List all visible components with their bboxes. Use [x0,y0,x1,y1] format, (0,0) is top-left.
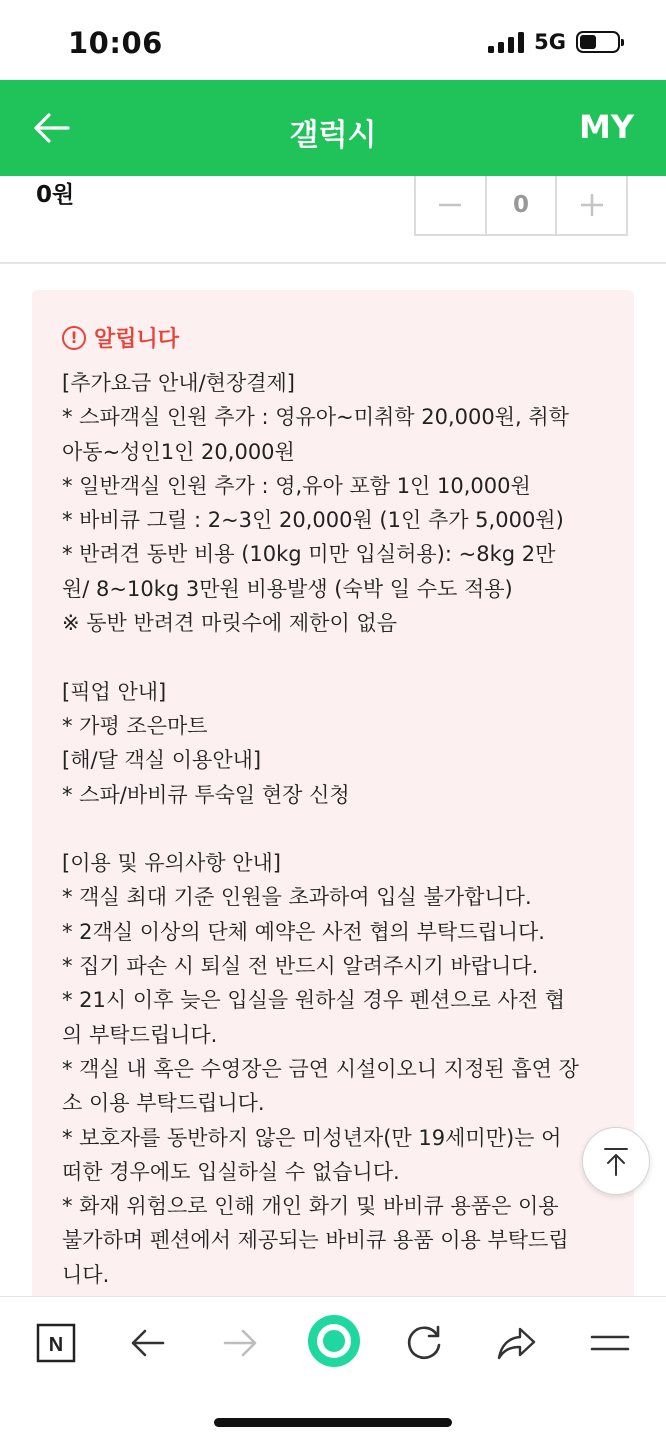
notice-line: * 가평 조은마트 [62,713,208,738]
plus-icon [578,191,606,219]
notice-line: [이용 및 유의사항 안내] [62,851,281,876]
notice-line: [해/달 객실 이용안내] [62,748,262,773]
arrow-up-icon [600,1145,632,1177]
naver-n-text: N [48,1334,64,1356]
refresh-icon [404,1323,444,1363]
notice-line: * 화재 위험으로 인해 개인 화기 및 바비큐 용품은 이용 [62,1194,559,1219]
notice-line: 불가하며 펜션에서 제공되는 바비큐 용품 이용 부탁드립 [62,1228,569,1253]
forward-nav-button[interactable] [214,1317,266,1369]
signal-icon [488,31,524,53]
minus-icon [436,191,464,219]
notice-line: * 스파객실 인원 추가 : 영유아~미취학 20,000원, 취학 [62,405,569,430]
notice-line: 니다. [62,1262,110,1287]
status-bar [0,0,666,80]
network-type: 5G [534,30,566,54]
notice-title-text: 알립니다 [94,327,180,352]
status-time: 10:06 [68,26,163,60]
scroll-to-top-button[interactable] [582,1127,650,1195]
alert-icon: ! [62,326,86,350]
naver-n-icon [36,1323,76,1363]
battery-icon [576,31,620,53]
notice-line: 원/ 8~10kg 3만원 비용발생 (숙박 일 수도 적용) [62,576,513,601]
notice-line: 떠한 경우에도 입실하실 수 없습니다. [62,1159,400,1184]
arrow-left-icon [128,1323,168,1363]
home-indicator [214,1418,452,1427]
notice-line: [추가요금 안내/현장결제] [62,371,295,395]
notice-line: * 반려견 동반 비용 (10kg 미만 입실허용): ~8kg 2만 [62,542,556,567]
status-indicators [488,30,620,54]
notice-line: * 객실 최대 기준 인원을 초과하여 입실 불가합니다. [62,885,532,910]
notice-line: * 21시 이후 늦은 입실을 원하실 경우 펜션으로 사전 협 [62,988,566,1013]
notice-line: * 객실 내 혹은 수영장은 금연 시설이오니 지정된 흡연 장 [62,1056,579,1081]
notice-line: 소 이용 부탁드립니다. [62,1091,265,1116]
notice-line: * 보호자를 동반하지 않은 미성년자(만 19세미만)는 어 [62,1125,562,1150]
price-value: 0원 [36,182,75,208]
notice-body [62,366,612,1326]
notice-line: 아동~성인1인 20,000원 [62,439,295,464]
notice-line: * 2객실 이상의 단체 예약은 사전 협의 부탁드립니다. [62,919,545,944]
notice-line: * 일반객실 인원 추가 : 영,유아 포함 1인 10,000원 [62,473,531,498]
notice-box [32,290,634,1390]
hamburger-menu-icon [590,1323,630,1363]
green-dot-button[interactable] [306,1313,362,1369]
back-nav-button[interactable] [122,1317,174,1369]
share-button[interactable] [490,1317,542,1369]
notice-line [62,640,612,674]
notice-line: * 바비큐 그릴 : 2~3인 20,000원 (1인 추가 5,000원) [62,508,564,533]
page-title: 갤럭시 [289,118,377,153]
notice-title [62,322,179,353]
price-row [0,176,666,264]
increment-button[interactable] [557,176,626,234]
naver-home-button[interactable] [30,1317,82,1369]
notice-line: * 집기 파손 시 퇴실 전 반드시 알려주시기 바랍니다. [62,954,539,979]
arrow-right-icon [220,1323,260,1363]
notice-line: [픽업 안내] [62,679,167,704]
decrement-button[interactable] [416,176,485,234]
notice-line [62,812,612,846]
quantity-value: 0 [485,176,558,234]
notice-line: 의 부탁드립니다. [62,1022,218,1047]
green-dot-icon [306,1313,362,1369]
share-arrow-icon [496,1323,536,1363]
notice-line: ※ 동반 반려견 마릿수에 제한이 없음 [62,611,397,636]
quantity-stepper [414,176,628,236]
refresh-button[interactable] [398,1317,450,1369]
menu-button[interactable] [584,1317,636,1369]
app-header [0,80,666,176]
my-button[interactable]: MY [578,108,634,146]
notice-line: * 스파/바비큐 투숙일 현장 신청 [62,782,350,807]
